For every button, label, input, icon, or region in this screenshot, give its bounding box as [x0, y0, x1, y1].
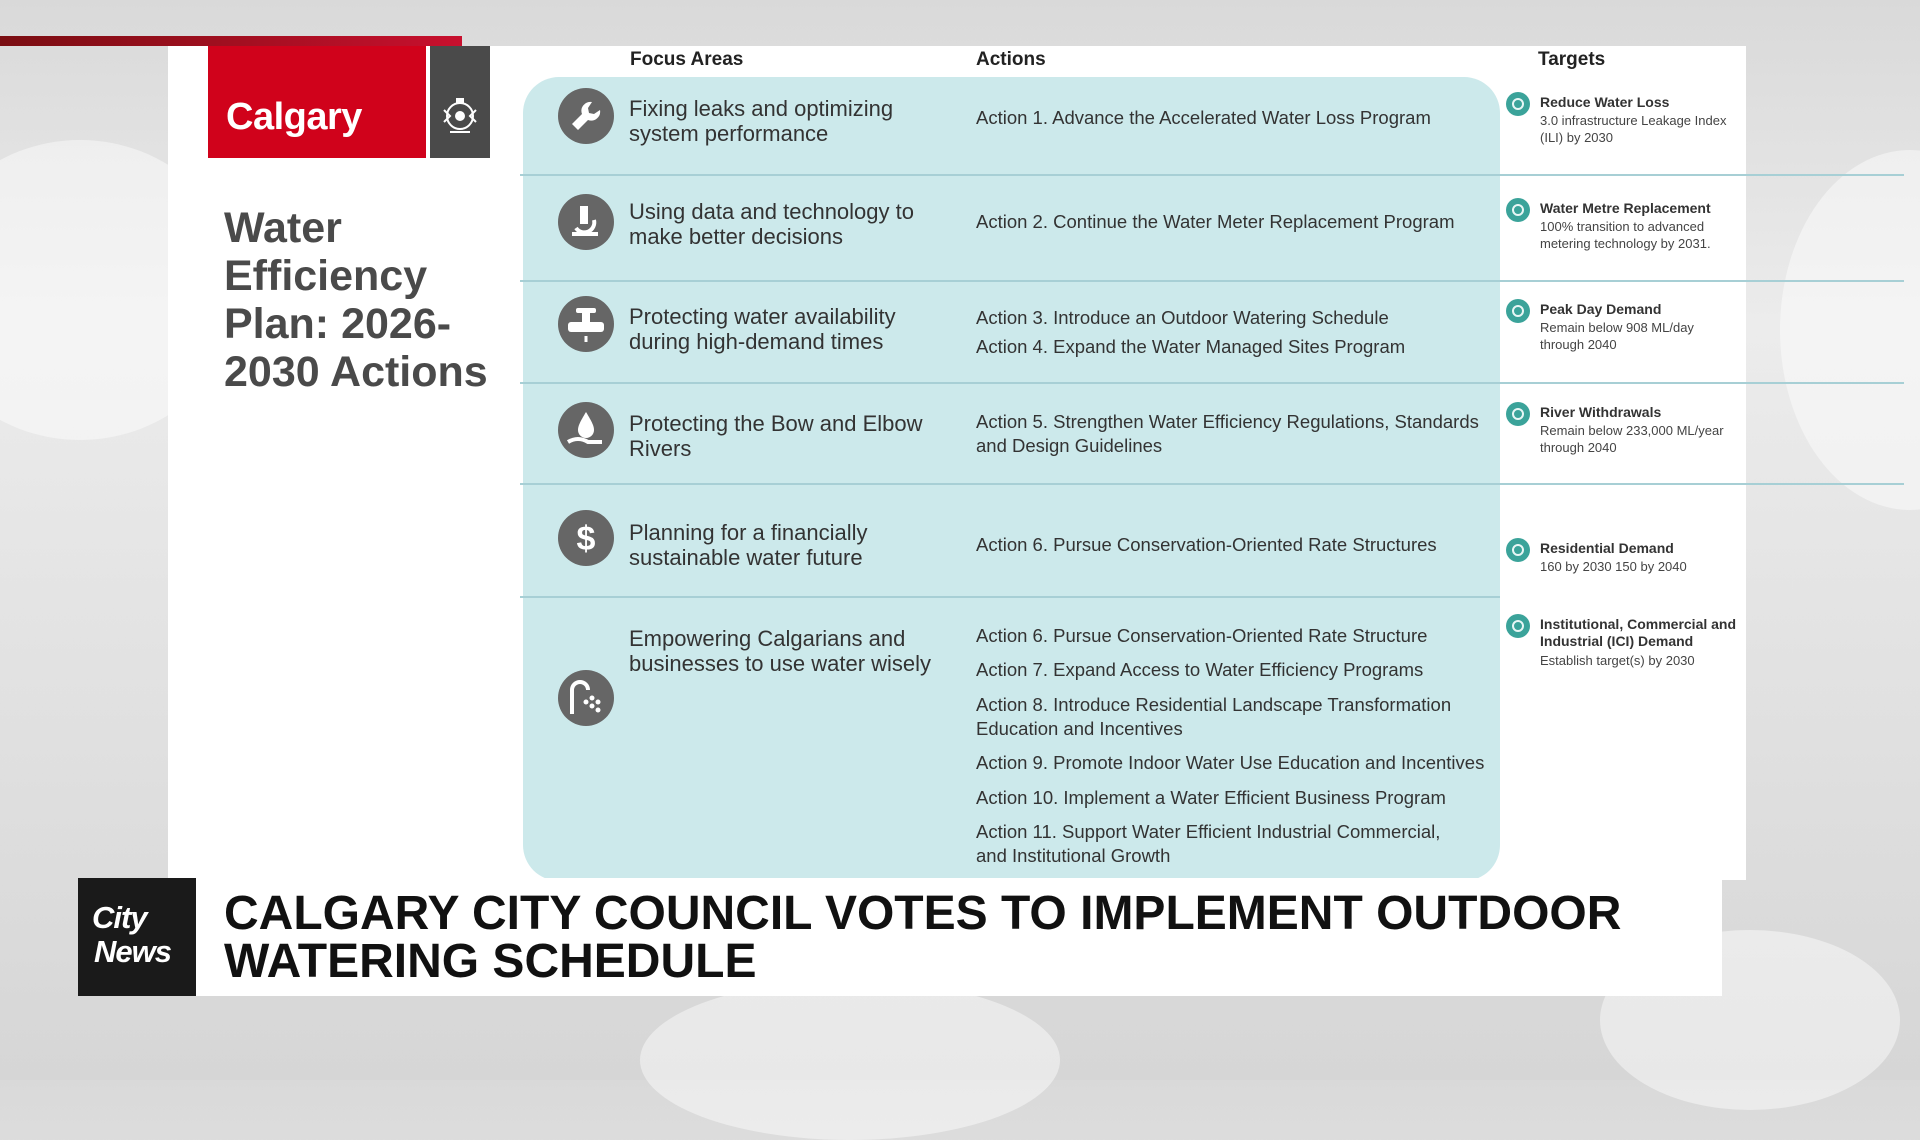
target-icon: [1506, 299, 1530, 323]
focus-area-3: Protecting water availability during high-demand times: [629, 304, 896, 354]
valve-icon: [558, 296, 614, 352]
svg-text:$: $: [576, 520, 596, 558]
plan-title: Water Efficiency Plan: 2026-2030 Actions: [224, 204, 488, 396]
microscope-icon: [558, 194, 614, 250]
focus-area-4: Protecting the Bow and Elbow Rivers: [629, 411, 923, 461]
target-icon: [1506, 198, 1530, 222]
action-item: Action 3. Introduce an Outdoor Watering Schedule: [976, 307, 1389, 328]
logo-line-city: City: [92, 900, 147, 935]
target-description: Remain below 233,000 ML/year through 2040: [1540, 423, 1724, 455]
row-divider: [520, 174, 1904, 176]
target-icon: [1506, 402, 1530, 426]
news-lower-third: [78, 878, 1722, 996]
target-title: Reduce Water Loss: [1540, 94, 1670, 110]
calgary-logo: [208, 46, 440, 158]
crest-icon: [426, 46, 490, 158]
focus-area-6: Empowering Calgarians and businesses to use water wisely: [629, 626, 932, 676]
action-item: Action 9. Promote Indoor Water Use Education and Incentives: [976, 752, 1485, 773]
row-divider: [520, 280, 1904, 282]
target-icon: [1506, 92, 1530, 116]
column-header-focus: Focus Areas: [630, 49, 744, 70]
target-description: 3.0 infrastructure Leakage Index (ILI) by 2030: [1540, 113, 1727, 145]
action-item: Action 6. Pursue Conservation-Oriented Rate Structures: [976, 534, 1437, 555]
background-shape: [640, 980, 1060, 1140]
target-title: Residential Demand: [1540, 540, 1674, 556]
action-item: Action 6. Pursue Conservation-Oriented Rate Structure: [976, 625, 1428, 646]
target-icon: [1506, 538, 1530, 562]
target-title: Water Metre Replacement: [1540, 200, 1711, 216]
target-icon: [1506, 614, 1530, 638]
action-item: Action 11. Support Water Efficient Industrial Commercial, and Institutional Growth: [976, 821, 1441, 866]
action-item: Action 5. Strengthen Water Efficiency Regulations, Standards and Design Guidelines: [976, 411, 1479, 456]
focus-area-2: Using data and technology to make better decisions: [629, 199, 914, 249]
target-description: Remain below 908 ML/day through 2040: [1540, 320, 1694, 352]
top-accent-bar: [0, 36, 462, 46]
calgary-wordmark: Calgary: [226, 96, 362, 138]
wrench-icon: [558, 88, 614, 144]
focus-area-1: Fixing leaks and optimizing system performance: [629, 96, 894, 146]
action-item: Action 10. Implement a Water Efficient Business Program: [976, 787, 1446, 808]
row-divider: [520, 483, 1904, 485]
action-item: Action 7. Expand Access to Water Efficiency Programs: [976, 659, 1424, 680]
action-item: Action 4. Expand the Water Managed Sites Program: [976, 336, 1406, 357]
target-title: Peak Day Demand: [1540, 301, 1662, 317]
target-title: Institutional, Commercial and Industrial (ICI) Demand: [1540, 616, 1737, 649]
target-description: Establish target(s) by 2030: [1540, 653, 1695, 668]
logo-line-news: News: [94, 934, 171, 969]
column-header-actions: Actions: [976, 49, 1046, 70]
target-description: 100% transition to advanced metering technology by 2031.: [1540, 219, 1711, 251]
column-header-targets: Targets: [1538, 49, 1606, 70]
slide: [168, 46, 1746, 880]
focus-area-5: Planning for a financially sustainable water future: [629, 520, 868, 570]
row-divider: [520, 382, 1904, 384]
dollar-icon: [558, 510, 614, 566]
water-drop-hand-icon: [558, 402, 614, 458]
row-divider: [520, 596, 1500, 598]
action-item: Action 2. Continue the Water Meter Replacement Program: [976, 211, 1455, 232]
background-shape: [1780, 150, 1920, 510]
citynews-logo: [78, 878, 196, 996]
target-title: River Withdrawals: [1540, 404, 1662, 420]
news-headline: CALGARY CITY COUNCIL VOTES TO IMPLEMENT OUTDOOR WATERING SCHEDULE: [224, 887, 1622, 988]
action-item: Action 1. Advance the Accelerated Water Loss Program: [976, 107, 1431, 128]
target-description: 160 by 2030 150 by 2040: [1540, 559, 1687, 574]
shower-icon: [558, 670, 614, 726]
action-item: Action 8. Introduce Residential Landscape Transformation Education and Incentives: [976, 694, 1452, 739]
